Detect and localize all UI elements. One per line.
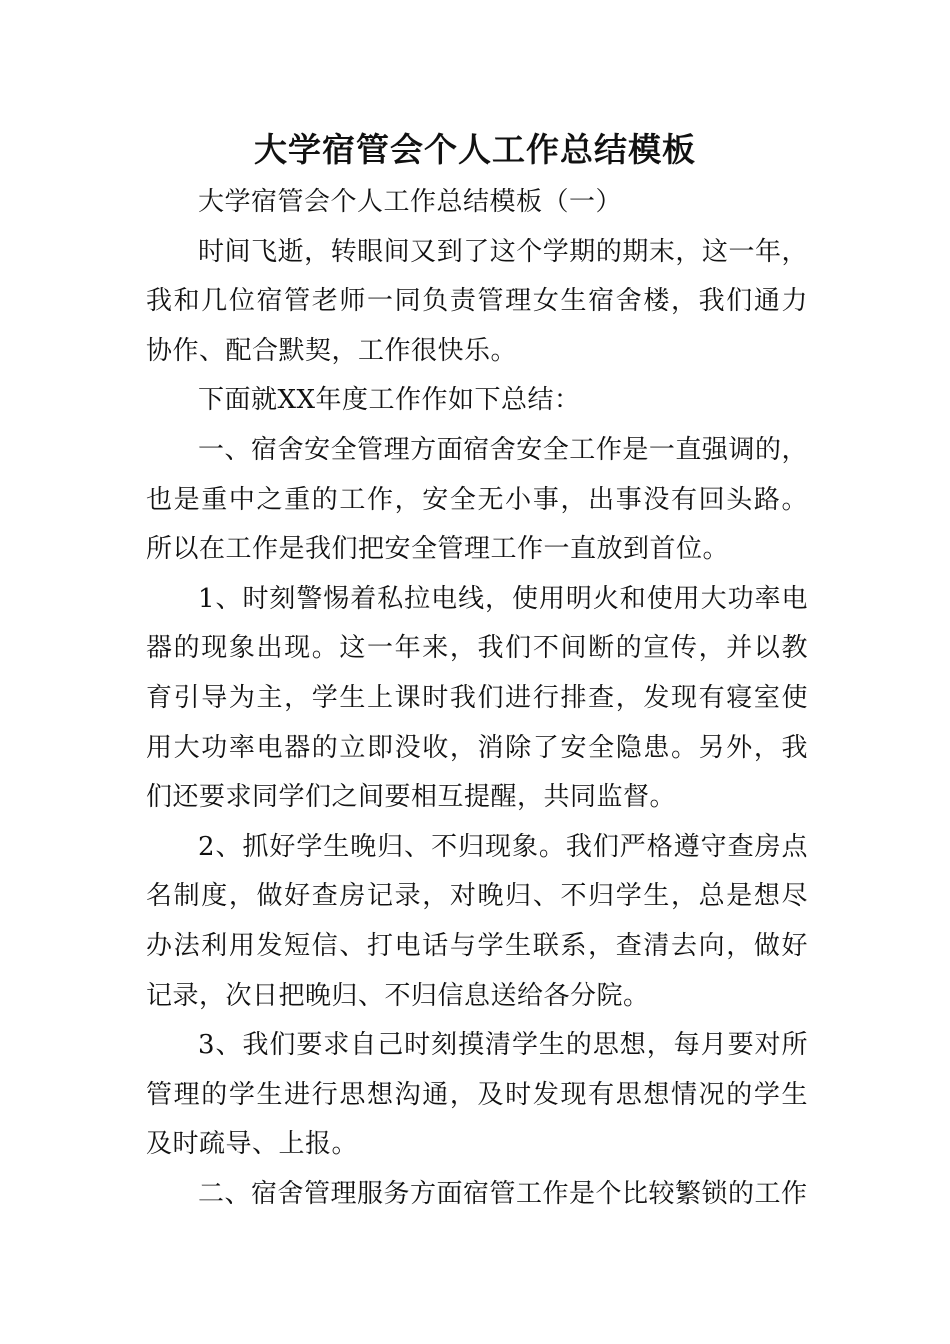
document-body <box>146 178 808 1219</box>
paragraph: 时间飞逝，转眼间又到了这个学期的期末，这一年，我和几位宿管老师一同负责管理女生宿舍楼，我们通力协作、配合默契，工作很快乐。 <box>146 236 808 366</box>
paragraph: 1、时刻警惕着私拉电线，使用明火和使用大功率电器的现象出现。这一年来，我们不间断的宣传，并以教育引导为主，学生上课时我们进行排查，发现有寝室使用大功率电器的立即没收，消除了安全隐患。另外，我们还要求同学们之间要相互提醒，共同监督。 <box>146 583 808 813</box>
paragraph-subtitle: 大学宿管会个人工作总结模板（一） <box>198 187 623 217</box>
paragraph: 二、宿舍管理服务方面宿管工作是个比较繁锁的工作 <box>198 1178 808 1209</box>
document-title: 大学宿管会个人工作总结模板 <box>254 130 696 169</box>
paragraph: 下面就XX年度工作作如下总结： <box>198 385 581 416</box>
paragraph: 一、宿舍安全管理方面宿舍安全工作是一直强调的，也是重中之重的工作，安全无小事，出事没有回头路。所以在工作是我们把安全管理工作一直放到首位。 <box>146 434 808 565</box>
paragraph: 2、抓好学生晚归、不归现象。我们严格遵守查房点名制度，做好查房记录，对晚归、不归学生，总是想尽办法利用发短信、打电话与学生联系，查清去向，做好记录，次日把晚归、不归信息送给各分院。 <box>146 831 808 1011</box>
paragraph: 3、我们要求自己时刻摸清学生的思想，每月要对所管理的学生进行思想沟通，及时发现有思想情况的学生及时疏导、上报。 <box>146 1030 808 1160</box>
